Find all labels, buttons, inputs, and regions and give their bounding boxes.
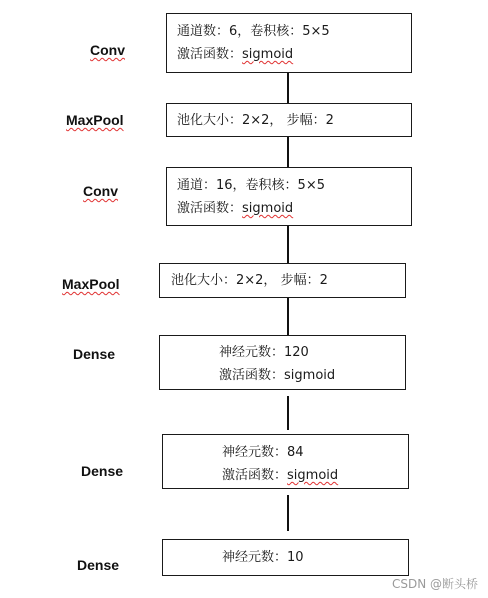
dense-2-box [162,434,409,489]
connector-2 [287,137,289,167]
dense-2-activation-keyword: sigmoid [287,468,339,483]
layer-label-dense-2: Dense [81,463,124,479]
layer-label-dense-3: Dense [77,557,120,573]
conv-1-channels-text: 通道数：6，卷积核：5×5 [177,24,330,39]
conv-1-box [166,13,412,73]
conv-2-activation-prefix: 激活函数： [177,201,243,216]
dense-1-activation-prefix: 激活函数： [219,368,285,383]
layer-label-conv-2: Conv [83,183,118,199]
dense-1-box [159,335,406,390]
conv-1-activation-keyword: sigmoid [242,47,294,62]
maxpool-2-box [159,263,406,298]
dense-3-box [162,539,409,576]
connector-5 [287,396,289,430]
maxpool-1-box [166,103,412,137]
conv-2-activation-keyword: sigmoid [242,201,294,216]
dense-1-activation-keyword: sigmoid [284,368,336,383]
csdn-watermark: CSDN @断头桥 [391,577,478,591]
connector-1 [287,73,289,103]
layer-label-maxpool-1: MaxPool [66,112,124,128]
dense-1-units-text: 神经元数：120 [219,345,309,360]
layer-label-conv-1: Conv [90,42,125,58]
connector-3 [287,226,289,263]
conv-1-activation-prefix: 激活函数： [177,47,243,62]
maxpool-2-text: 池化大小：2×2， 步幅：2 [171,273,328,288]
conv-2-box [166,167,412,226]
dense-2-units-text: 神经元数：84 [222,445,304,460]
conv-2-channels-text: 通道：16，卷积核：5×5 [177,178,325,193]
dense-2-activation-prefix: 激活函数： [222,468,288,483]
connector-6 [287,495,289,531]
connector-4 [287,298,289,335]
layer-label-maxpool-2: MaxPool [62,276,120,292]
dense-3-units-text: 神经元数：10 [222,550,304,565]
conv-1-activation-text [177,43,411,66]
layer-label-dense-1: Dense [73,346,116,362]
dense-2-activation-text [222,464,408,487]
conv-2-activation-text [177,197,411,220]
maxpool-1-text: 池化大小：2×2， 步幅：2 [177,113,334,128]
dense-1-activation-text [219,364,405,387]
